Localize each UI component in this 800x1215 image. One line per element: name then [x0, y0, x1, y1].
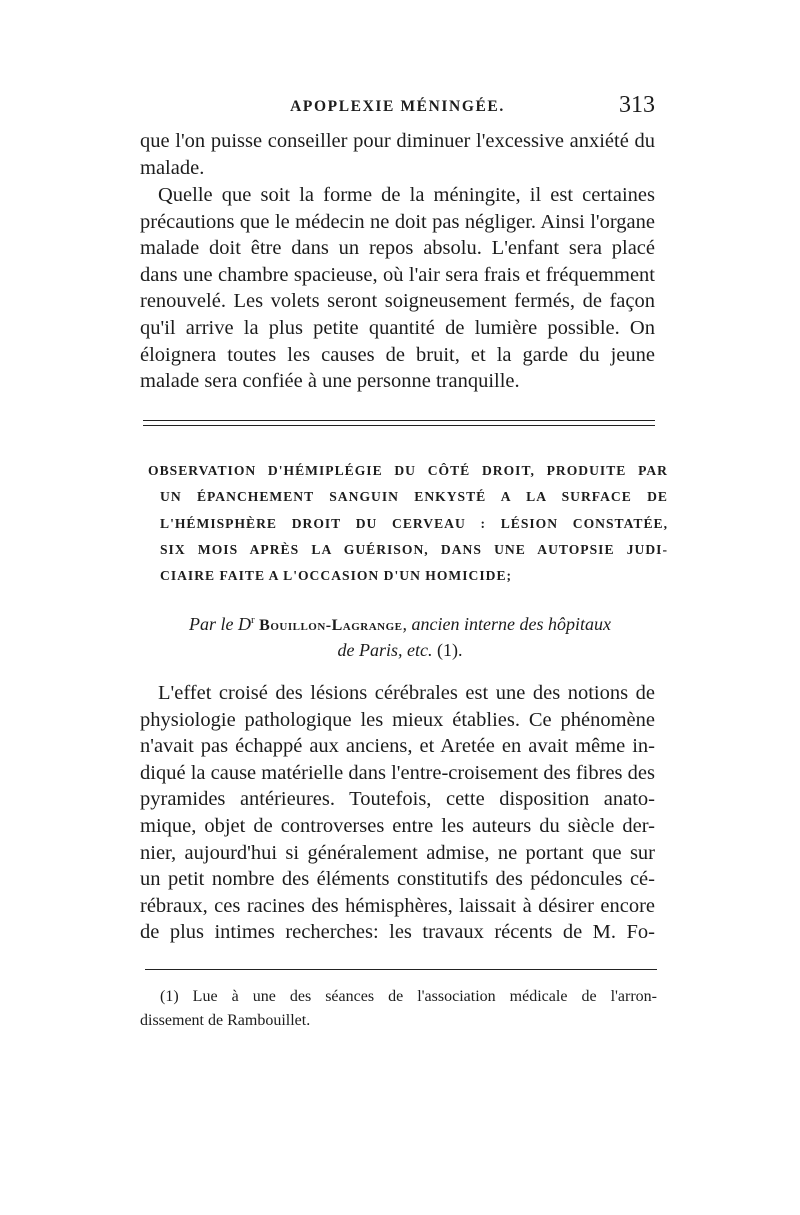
text-line: dans une chambre spacieuse, où l'air sera frais et fréquemment — [140, 263, 655, 286]
text-line: physiologie pathologique les mieux établies. Ce phénomène — [140, 708, 655, 731]
text-line: mique, objet de controverses entre les auteurs du siècle der- — [140, 814, 655, 837]
paragraph-precautions — [140, 182, 655, 395]
paragraph-effet-croise — [140, 680, 655, 946]
page-number: 313 — [619, 92, 655, 118]
footnote-divider — [145, 969, 657, 970]
footnote — [140, 985, 657, 1033]
author-name: Bouillon-Lagrange — [259, 617, 403, 634]
title-line: CIAIRE FAITE A L'OCCASION D'UN HOMICIDE; — [160, 568, 513, 584]
byline-prefix: Par le D — [189, 614, 251, 634]
text-line: un petit nombre des éléments constitutifs des pédoncules cé- — [140, 868, 655, 891]
section-divider — [143, 420, 655, 426]
byline-suffix: , ancien interne des hôpitaux — [402, 614, 611, 634]
text-line: diqué la cause matérielle dans l'entre-croisement des fibres des — [140, 761, 655, 784]
title-line: SIX MOIS APRÈS LA GUÉRISON, DANS UNE AUTOPSIE JUDI- — [160, 541, 668, 557]
footnote-line: dissement de Rambouillet. — [140, 1012, 311, 1029]
text-line: éloignera toutes les causes de bruit, et la garde du jeune — [140, 343, 655, 366]
author-byline — [140, 608, 660, 663]
byline-line-2 — [140, 638, 660, 663]
byline-superscript: r — [251, 614, 255, 626]
running-title: APOPLEXIE MÉNINGÉE. — [290, 98, 505, 115]
observation-title — [148, 458, 668, 589]
text-line: nier, aujourd'hui si généralement admise, ne portant que sur — [140, 841, 655, 864]
text-line: pyramides antérieures. Toutefois, cette disposition anato- — [140, 788, 655, 811]
text-line: précautions que le médecin ne doit pas négliger. Ainsi l'organe — [140, 210, 655, 233]
text-line: rébraux, ces racines des hémisphères, laissait à désirer encore — [140, 894, 655, 917]
text-line: de plus intimes recherches: les travaux récents de M. Fo- — [140, 921, 655, 944]
text-line: L'effet croisé des lésions cérébrales est une des notions de — [158, 682, 655, 704]
text-line: qu'il arrive la plus petite quantité de lumière possible. On — [140, 316, 655, 339]
title-line: OBSERVATION D'HÉMIPLÉGIE DU CÔTÉ DROIT, PRODUITE PAR — [148, 463, 668, 478]
title-line: UN ÉPANCHEMENT SANGUIN ENKYSTÉ A LA SURFACE DE — [160, 489, 668, 505]
paragraph-continued — [140, 128, 655, 181]
footnote-reference: (1). — [436, 640, 463, 660]
text-line: malade. — [140, 156, 205, 179]
text-line: n'avait pas échappé aux anciens, et Aretée en avait même in- — [140, 735, 655, 758]
text-line: malade doit être dans un repos absolu. L'enfant sera placé — [140, 237, 655, 260]
byline-place: de Paris, etc. — [337, 640, 433, 660]
title-line: L'HÉMISPHÈRE DROIT DU CERVEAU : LÉSION CONSTATÉE, — [160, 515, 668, 531]
text-line: que l'on puisse conseiller pour diminuer l'excessive anxiété du — [140, 130, 655, 152]
footnote-line: (1) Lue à une des séances de l'association médicale de l'arron- — [160, 988, 657, 1005]
byline-line-1 — [140, 608, 660, 638]
running-header — [140, 92, 655, 126]
text-line: renouvelé. Les volets seront soigneusement fermés, de façon — [140, 290, 655, 313]
text-line: malade sera confiée à une personne tranquille. — [140, 370, 520, 393]
text-line: Quelle que soit la forme de la méningite, il est certaines — [158, 184, 655, 206]
